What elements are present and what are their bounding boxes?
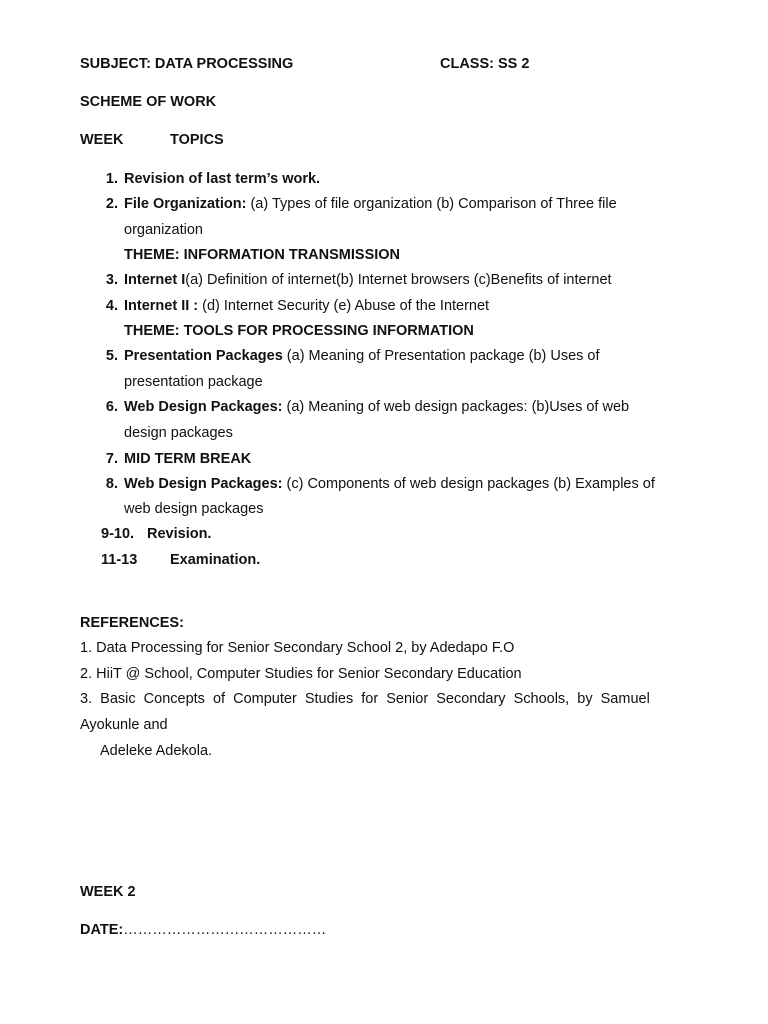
item-title: Web Design Packages:: [124, 476, 283, 492]
item-number: 4.: [105, 298, 118, 314]
scheme-of-work-title: SCHEME OF WORK: [80, 94, 217, 110]
item-number: 7.: [105, 451, 118, 467]
item-title: Internet I: [124, 272, 186, 288]
item-detail: (a) Types of file organization (b) Comparison of Three file: [246, 196, 617, 212]
week-heading: WEEK 2: [80, 884, 136, 900]
item-number: 2.: [105, 196, 118, 212]
list-item: [124, 474, 655, 494]
item-title: File Organization:: [124, 196, 247, 212]
week-column-header: WEEK: [80, 132, 124, 148]
theme-heading: THEME: INFORMATION TRANSMISSION: [124, 247, 401, 263]
date-line: [80, 920, 326, 940]
reference-item: 1. Data Processing for Senior Secondary School 2, by Adedapo F.O: [80, 640, 515, 656]
item-continuation: organization: [124, 222, 203, 238]
item-continuation: design packages: [124, 425, 233, 441]
item-number: 6.: [105, 399, 118, 415]
date-blank: ……………………………………: [123, 922, 327, 938]
list-item: [124, 449, 251, 469]
list-item: [124, 397, 629, 417]
class-heading: CLASS: SS 2: [440, 56, 530, 72]
item-continuation: presentation package: [124, 374, 263, 390]
item-detail: (a) Definition of internet(b) Internet browsers (c)Benefits of internet: [185, 272, 612, 288]
theme-heading: THEME: TOOLS FOR PROCESSING INFORMATION: [124, 323, 474, 339]
list-item: [124, 270, 612, 290]
item-number: 5.: [105, 348, 118, 364]
references-heading: REFERENCES:: [80, 615, 184, 631]
reference-item-continuation: Ayokunle and: [80, 717, 168, 733]
item-number: 8.: [105, 476, 118, 492]
item-title: Internet II :: [124, 298, 199, 314]
topics-column-header: TOPICS: [170, 132, 224, 148]
reference-item: 2. HiiT @ School, Computer Studies for Senior Secondary Education: [80, 666, 522, 682]
revision-week-number: 9-10.: [101, 526, 135, 542]
reference-item-continuation: Adeleke Adekola.: [100, 743, 213, 759]
item-detail: (a) Meaning of web design packages: (b)Uses of web: [282, 399, 630, 415]
item-title: MID TERM BREAK: [124, 451, 252, 467]
subject-heading: SUBJECT: DATA PROCESSING: [80, 56, 294, 72]
revision-label: Revision.: [147, 526, 212, 542]
date-label: DATE:: [80, 922, 124, 938]
item-number: 3.: [105, 272, 118, 288]
list-item: [124, 169, 320, 189]
item-title: Revision of last term’s work.: [124, 171, 321, 187]
item-number: 1.: [105, 171, 118, 187]
list-item: [124, 296, 489, 316]
reference-item: 3. Basic Concepts of Computer Studies for Senior Secondary Schools, by Samuel: [80, 691, 650, 707]
list-item: [124, 194, 617, 214]
exam-label: Examination.: [170, 552, 261, 568]
item-detail: (c) Components of web design packages (b) Examples of: [282, 476, 655, 492]
item-title: Presentation Packages: [124, 348, 283, 364]
item-title: Web Design Packages:: [124, 399, 283, 415]
exam-week-number: 11-13: [101, 552, 138, 568]
item-detail: (a) Meaning of Presentation package (b) Uses of: [282, 348, 600, 364]
item-continuation: web design packages: [124, 501, 264, 517]
item-detail: (d) Internet Security (e) Abuse of the Internet: [198, 298, 490, 314]
list-item: [124, 346, 600, 366]
